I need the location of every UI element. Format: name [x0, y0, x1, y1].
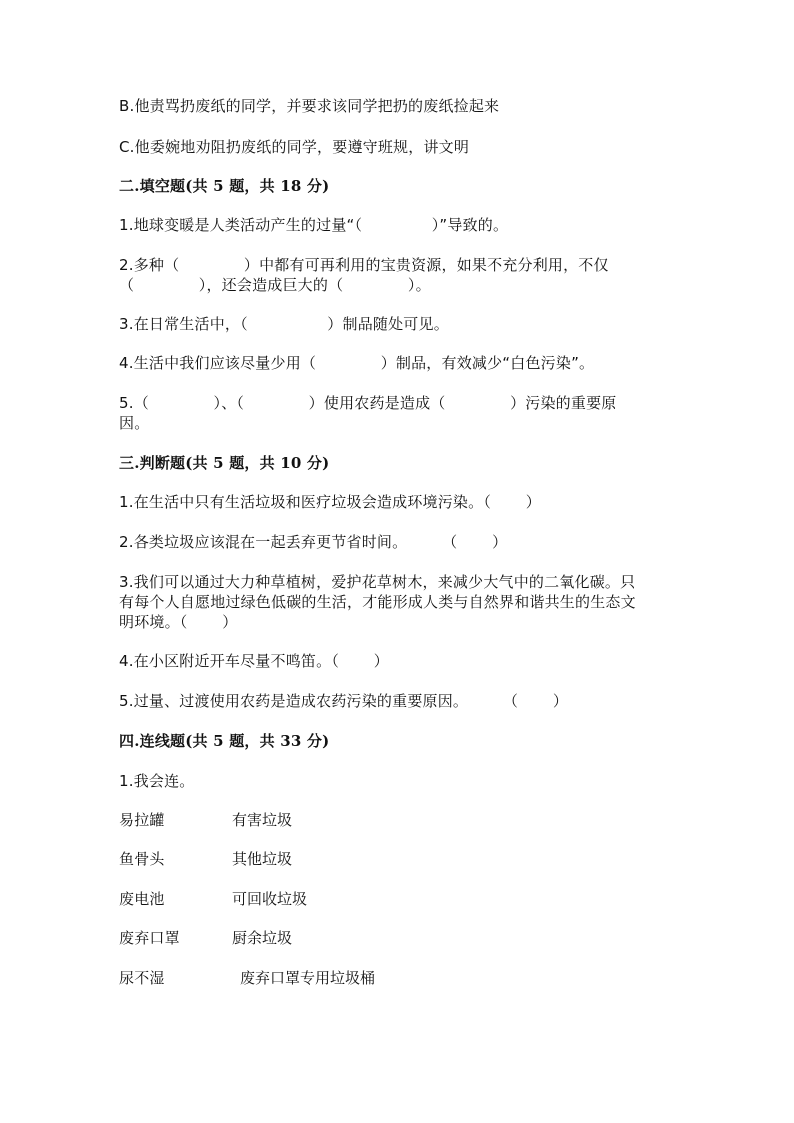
matching-left-item: 鱼骨头	[119, 850, 165, 868]
judge-question-3-line-3: 明环境。（ ）	[119, 613, 238, 631]
matching-left-item: 废弃口罩	[119, 929, 180, 947]
fill-question-1: 1.地球变暖是人类活动产生的过量“（ ）”导致的。	[119, 216, 509, 234]
section-heading-matching: 四.连线题(共 5 题，共 33 分)	[119, 732, 330, 750]
matching-right-item: 厨余垃圾	[232, 929, 293, 947]
judge-question-3-line-2: 有每个人自愿地过绿色低碳的生活，才能形成人类与自然界和谐共生的生态文	[119, 593, 636, 611]
fill-question-4: 4.生活中我们应该尽量少用（ ）制品，有效减少“白色污染”。	[119, 354, 595, 372]
matching-question-1: 1.我会连。	[119, 772, 195, 790]
option-c: C.他委婉地劝阻扔废纸的同学，要遵守班规，讲文明	[119, 138, 470, 156]
matching-left-item: 尿不湿	[119, 969, 165, 987]
judge-question-5: 5.过量、过渡使用农药是造成农药污染的重要原因。 （ ）	[119, 692, 569, 710]
judge-question-4: 4.在小区附近开车尽量不鸣笛。（ ）	[119, 652, 389, 670]
fill-question-2-line-2: （ ），还会造成巨大的（ ）。	[119, 276, 431, 294]
matching-right-item: 可回收垃圾	[232, 890, 308, 908]
matching-left-item: 废电池	[119, 890, 165, 908]
matching-right-item: 其他垃圾	[232, 850, 293, 868]
option-b: B.他责骂扔废纸的同学，并要求该同学把扔的废纸捡起来	[119, 97, 500, 115]
matching-left-item: 易拉罐	[119, 811, 165, 829]
fill-question-5-line-1: 5.（ ）、（ ）使用农药是造成（ ）污染的重要原	[119, 394, 617, 412]
judge-question-2: 2.各类垃圾应该混在一起丢弃更节省时间。 （ ）	[119, 533, 508, 551]
judge-question-1: 1.在生活中只有生活垃圾和医疗垃圾会造成环境污染。（ ）	[119, 493, 541, 511]
section-heading-fill-in: 二.填空题(共 5 题，共 18 分)	[119, 177, 330, 195]
section-heading-judgement: 三.判断题(共 5 题，共 10 分)	[119, 454, 330, 472]
fill-question-5-line-2: 因。	[119, 414, 150, 432]
fill-question-2-line-1: 2.多种（ ）中都有可再利用的宝贵资源，如果不充分利用，不仅	[119, 256, 609, 274]
matching-right-item: 有害垃圾	[232, 811, 293, 829]
fill-question-3: 3.在日常生活中，（ ）制品随处可见。	[119, 315, 449, 333]
judge-question-3-line-1: 3.我们可以通过大力种草植树，爱护花草树木，来减少大气中的二氧化碳。只	[119, 573, 636, 591]
matching-right-item: 废弃口罩专用垃圾桶	[240, 969, 376, 987]
